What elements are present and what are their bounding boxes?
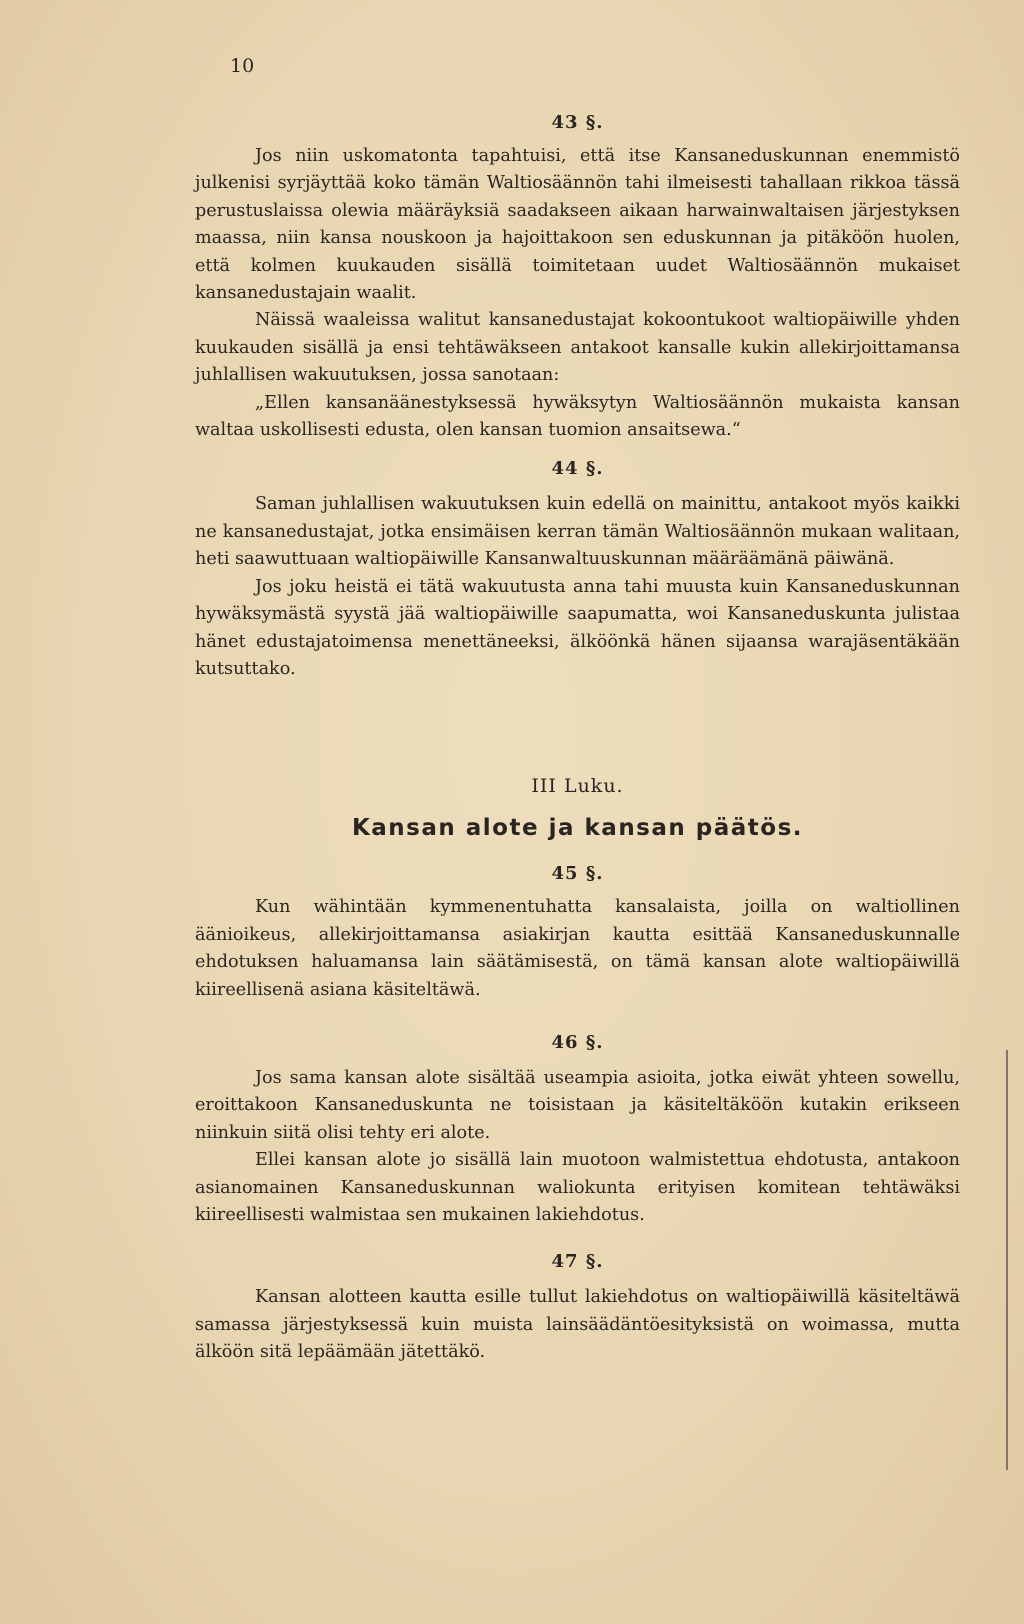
page-number: 10 (230, 55, 255, 77)
chapter-number: III Luku. (531, 775, 624, 798)
paragraph-46-1: Jos sama kansan alote sisältää useampia asioita, jotka eiwät yhteen sowellu, eroittakoon Kansaneduskunta ne toisistaan ja käsiteltäköön kutakin erikseen niinkuin siitä olisi tehty eri alote. (195, 1067, 960, 1143)
paragraph-43-2: Näissä waaleissa walitut kansanedustajat kokoontukoot waltiopäiwille yhden kuukauden sisällä ja ensi tehtäwäkseen antakoot kansalle kukin allekirjoittamansa juhlallisen wakuutuksen, jossa sanotaan: (195, 310, 960, 386)
section-heading-46: 46 §. (551, 1031, 604, 1053)
section-heading-45: 45 §. (551, 863, 604, 885)
section-heading-44: 44 §. (551, 458, 604, 480)
section-heading-47: 47 §. (551, 1251, 604, 1273)
paragraph-43-1: Jos niin uskomatonta tapahtuisi, että itse Kansaneduskunnan enemmistö julkenisi syrjäyttää koko tämän Waltiosäännön tahi ilmeisesti tahallaan rikkoa tässä perustuslaissa olewia määräyksiä saadakseen aikaan harwainwaltaisen järjestyksen maassa, niin kansa nouskoon ja hajoittakoon sen eduskunnan ja pitäköön huolen, että kolmen kuukauden sisällä toimitetaan uudet Waltiosäännön mukaiset kansanedustajain waalit. (195, 146, 960, 304)
paragraph-44-1: Saman juhlallisen wakuutuksen kuin edellä on mainittu, antakoot myös kaikki ne kansanedustajat, jotka ensimäisen kerran tämän Waltiosäännön mukaan walitaan, heti saawuttuaan waltiopäiwille Kansanwaltuuskunnan määräämänä päiwänä. (195, 494, 960, 570)
chapter-title: Kansan alote ja kansan päätös. (351, 815, 804, 842)
paragraph-43-quote: „Ellen kansanäänestyksessä hywäksytyn Waltiosäännön mukaista kansan waltaa uskollisesti edusta, olen kansan tuomion ansaitsewa.“ (195, 392, 960, 441)
paragraph-45-1: Kun wähintään kymmenentuhatta kansalaista, joilla on waltiollinen äänioikeus, allekirjoittamansa asiakirjan kautta esittää Kansaneduskunnalle ehdotuksen haluamansa lain säätämisestä, on tämä kansan alote waltiopäiwillä kiireellisenä asiana käsiteltäwä. (195, 897, 960, 1000)
paragraph-46-2: Ellei kansan alote jo sisällä lain muotoon walmistettua ehdotusta, antakoon asianomainen Kansaneduskunnan waliokunta erityisen komitean tehtäwäksi kiireellisesti walmistaa sen mukainen lakiehdotus. (195, 1150, 960, 1225)
paragraph-44-2: Jos joku heistä ei tätä wakuutusta anna tahi muusta kuin Kansaneduskunnan hywäksymästä syystä jää waltiopäiwille saapumatta, woi Kansaneduskunta julistaa hänet edustajatoimensa menettäneeksi, älköönkä hänen sijaansa warajäsentäkään kutsuttako. (195, 576, 960, 679)
page-edge-line (1006, 1050, 1008, 1470)
document-body (195, 112, 960, 1367)
paragraph-47-1: Kansan alotteen kautta esille tullut lakiehdotus on waltiopäiwillä käsiteltäwä samassa järjestyksessä kuin muista lainsäädäntöesityksistä on woimassa, mutta älköön sitä lepäämään jätettäkö. (195, 1287, 960, 1363)
section-heading-43: 43 §. (551, 112, 604, 133)
